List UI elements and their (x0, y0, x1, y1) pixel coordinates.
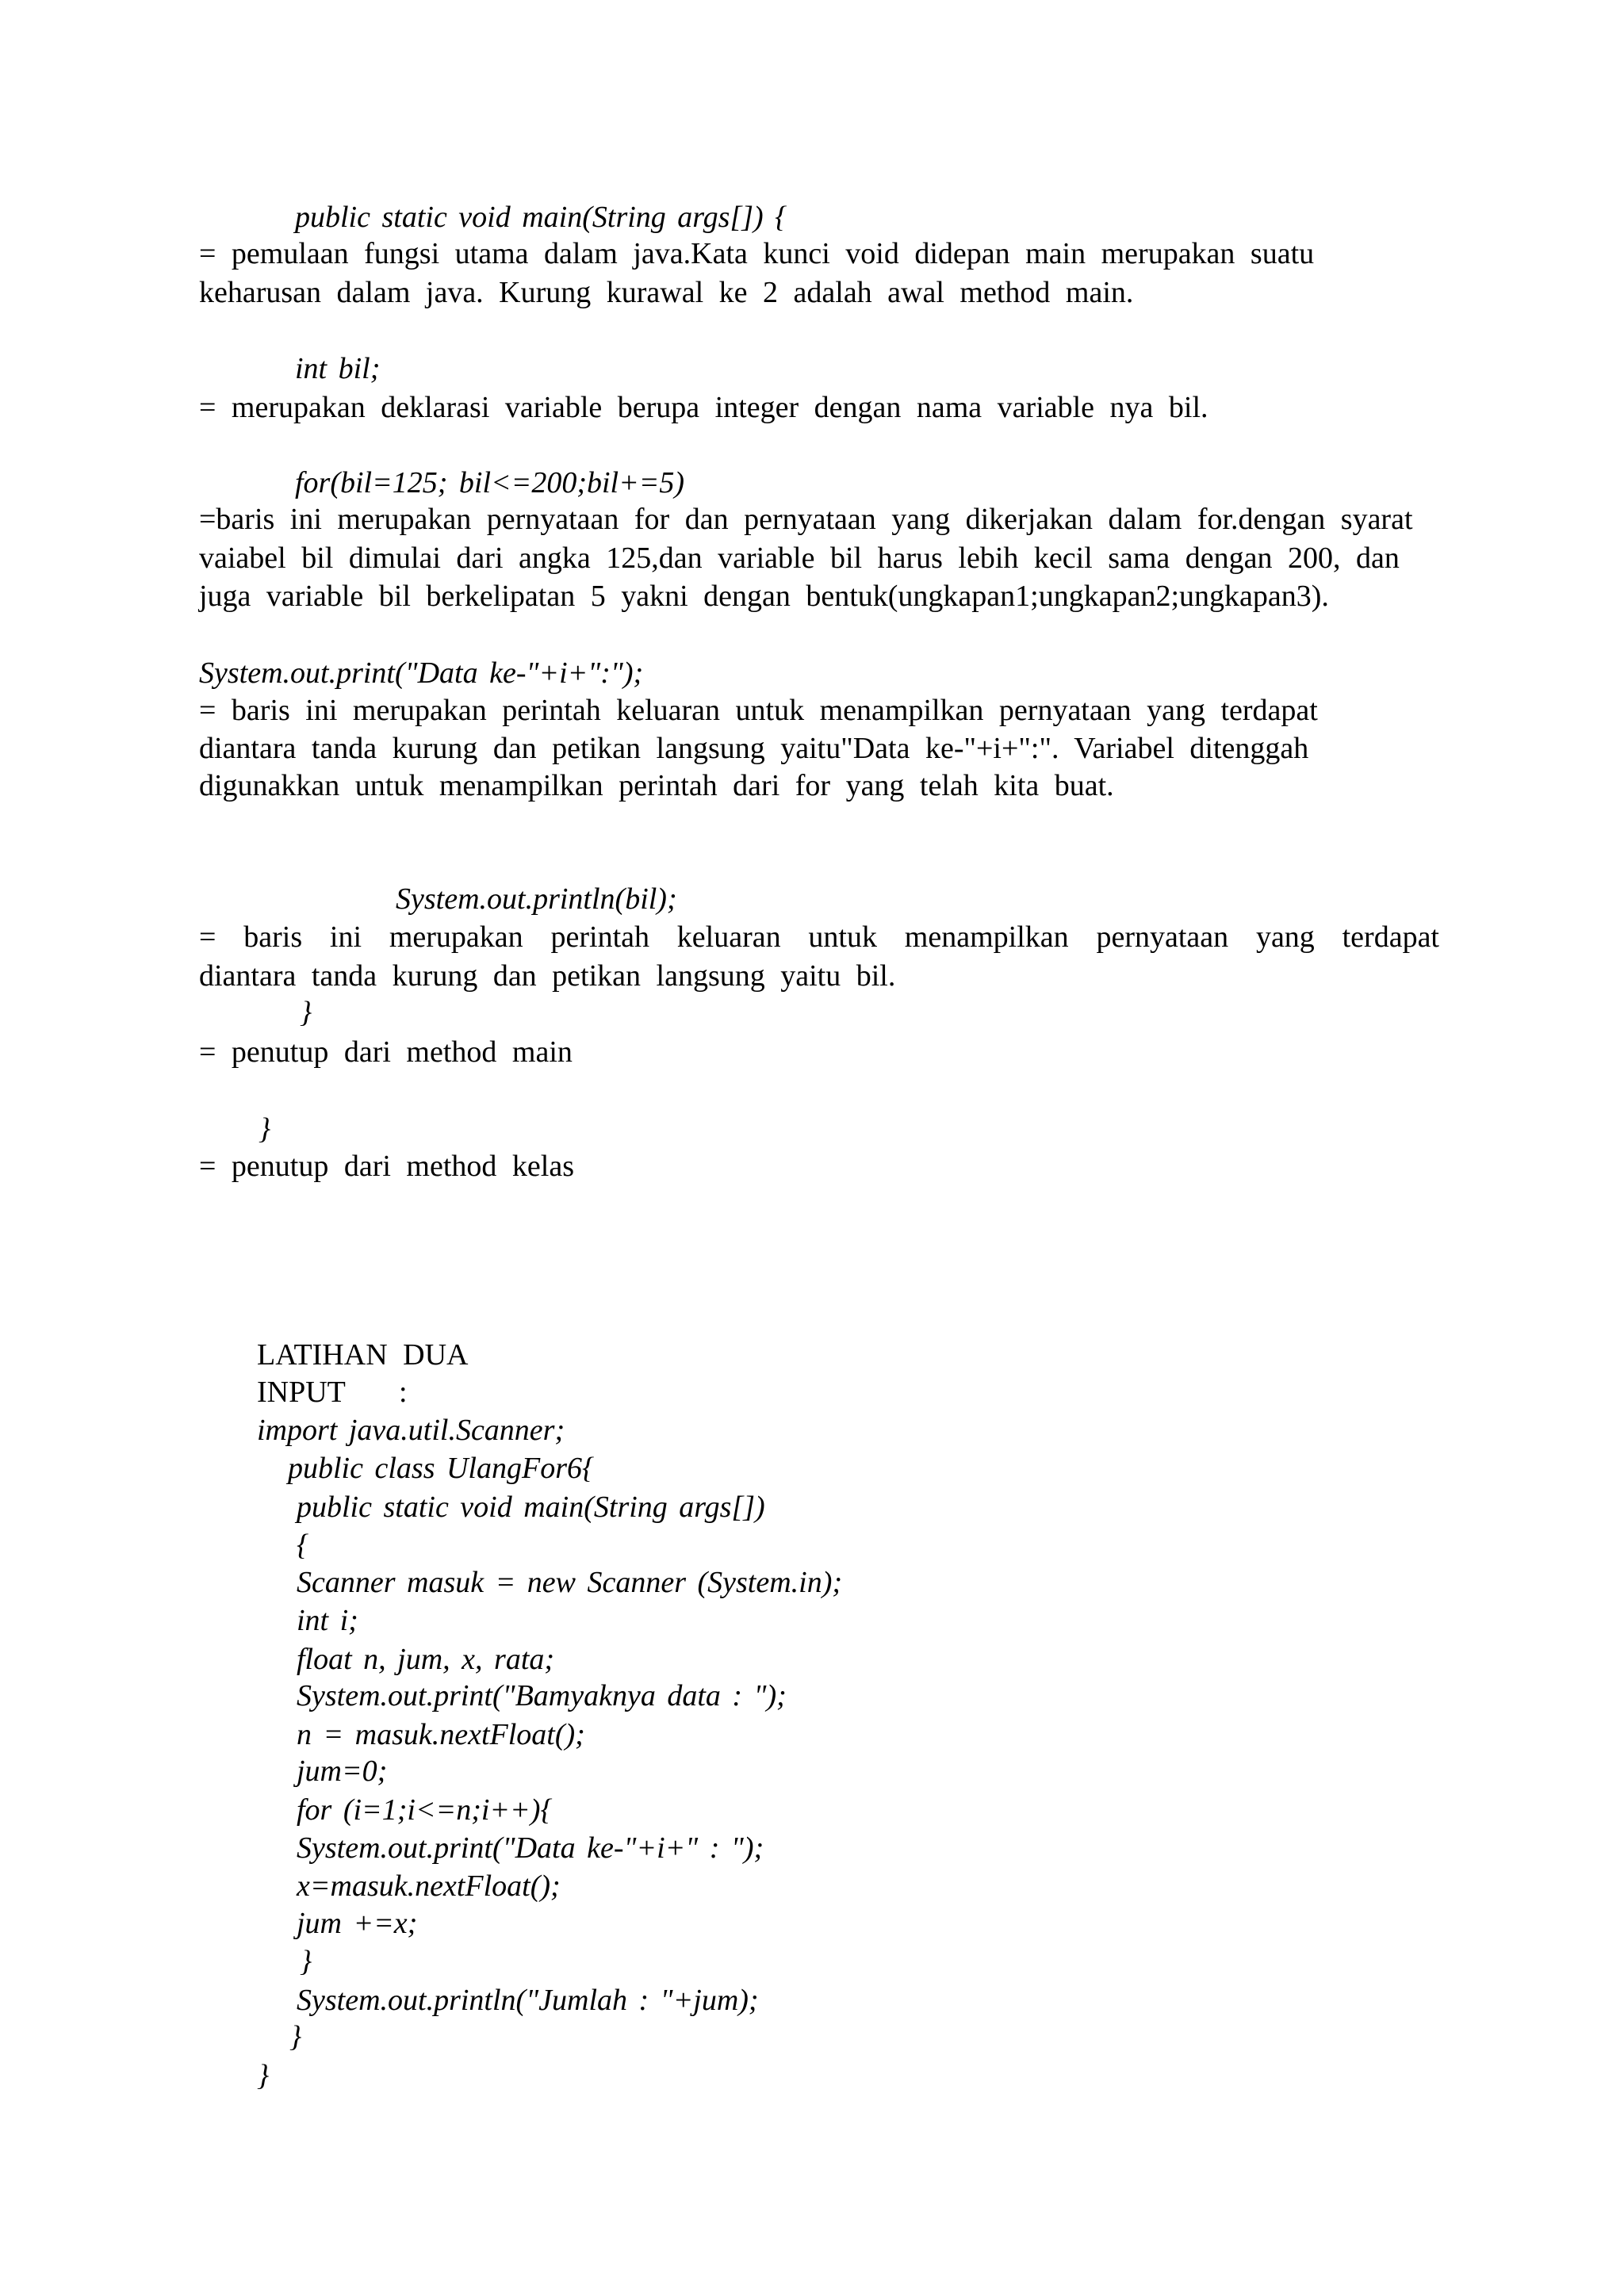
code-snippet-close-class: } (259, 1112, 271, 1146)
description-line: = penutup dari method kelas (199, 1150, 574, 1183)
code-line: } (257, 2059, 270, 2092)
description-line: keharusan dalam java. Kurung kurawal ke 2 adalah awal method main. (199, 276, 1134, 309)
code-line: public class UlangFor6{ (288, 1452, 595, 1485)
code-line: System.out.print("Bamyaknya data : "); (297, 1679, 787, 1712)
code-snippet-for: for(bil=125; bil<=200;bil+=5) (295, 466, 685, 499)
section-title: LATIHAN DUA (257, 1338, 469, 1372)
code-line: int i; (297, 1604, 358, 1637)
description-line: juga variable bil berkelipatan 5 yakni dengan bentuk(ungkapan1;ungkapan2;ungkapan3). (199, 580, 1329, 613)
description-line: = penutup dari method main (199, 1035, 573, 1069)
code-line: } (300, 1945, 312, 1978)
code-line: float n, jum, x, rata; (297, 1643, 555, 1676)
code-line: System.out.print("Data ke-"+i+" : "); (297, 1831, 764, 1865)
code-line: x=masuk.nextFloat(); (297, 1869, 561, 1903)
code-line: n = masuk.nextFloat(); (297, 1718, 585, 1751)
code-line: jum +=x; (297, 1907, 418, 1940)
description-line: diantara tanda kurung dan petikan langsung yaitu"Data ke-"+i+":". Variabel ditenggah (199, 732, 1309, 765)
code-snippet-int: int bil; (295, 352, 381, 385)
code-snippet-println: System.out.println(bil); (396, 882, 677, 916)
code-snippet-main: public static void main(String args[]) { (295, 201, 787, 234)
description-line: = pemulaan fungsi utama dalam java.Kata kunci void didepan main merupakan suatu (199, 237, 1315, 270)
code-line: } (289, 2020, 302, 2053)
code-snippet-close-main: } (300, 996, 312, 1029)
code-line: System.out.println("Jumlah : "+jum); (297, 1984, 759, 2017)
code-line: { (297, 1529, 309, 1562)
description-line: =baris ini merupakan pernyataan for dan pernyataan yang dikerjakan dalam for.dengan syarat (199, 503, 1413, 536)
description-line: = baris ini merupakan perintah keluaran untuk menampilkan pernyataan yang terdapat (199, 920, 1439, 954)
code-line: for (i=1;i<=n;i++){ (297, 1793, 553, 1827)
description-line: vaiabel bil dimulai dari angka 125,dan variable bil harus lebih kecil sama dengan 200, dan (199, 541, 1400, 575)
description-line: digunakkan untuk menampilkan perintah dari for yang telah kita buat. (199, 769, 1114, 802)
description-line: = baris ini merupakan perintah keluaran untuk menampilkan pernyataan yang terdapat (199, 694, 1318, 727)
code-line: jum=0; (297, 1755, 388, 1788)
code-line: Scanner masuk = new Scanner (System.in); (297, 1566, 843, 1599)
code-line: import java.util.Scanner; (257, 1414, 565, 1447)
input-separator: : (399, 1376, 408, 1409)
code-line: public static void main(String args[]) (297, 1490, 765, 1524)
description-line: diantara tanda kurung dan petikan langsung yaitu bil. (199, 959, 896, 993)
code-snippet-print: System.out.print("Data ke-"+i+":"); (199, 656, 644, 690)
description-line: = merupakan deklarasi variable berupa integer dengan nama variable nya bil. (199, 391, 1208, 424)
input-label: INPUT (257, 1376, 346, 1409)
